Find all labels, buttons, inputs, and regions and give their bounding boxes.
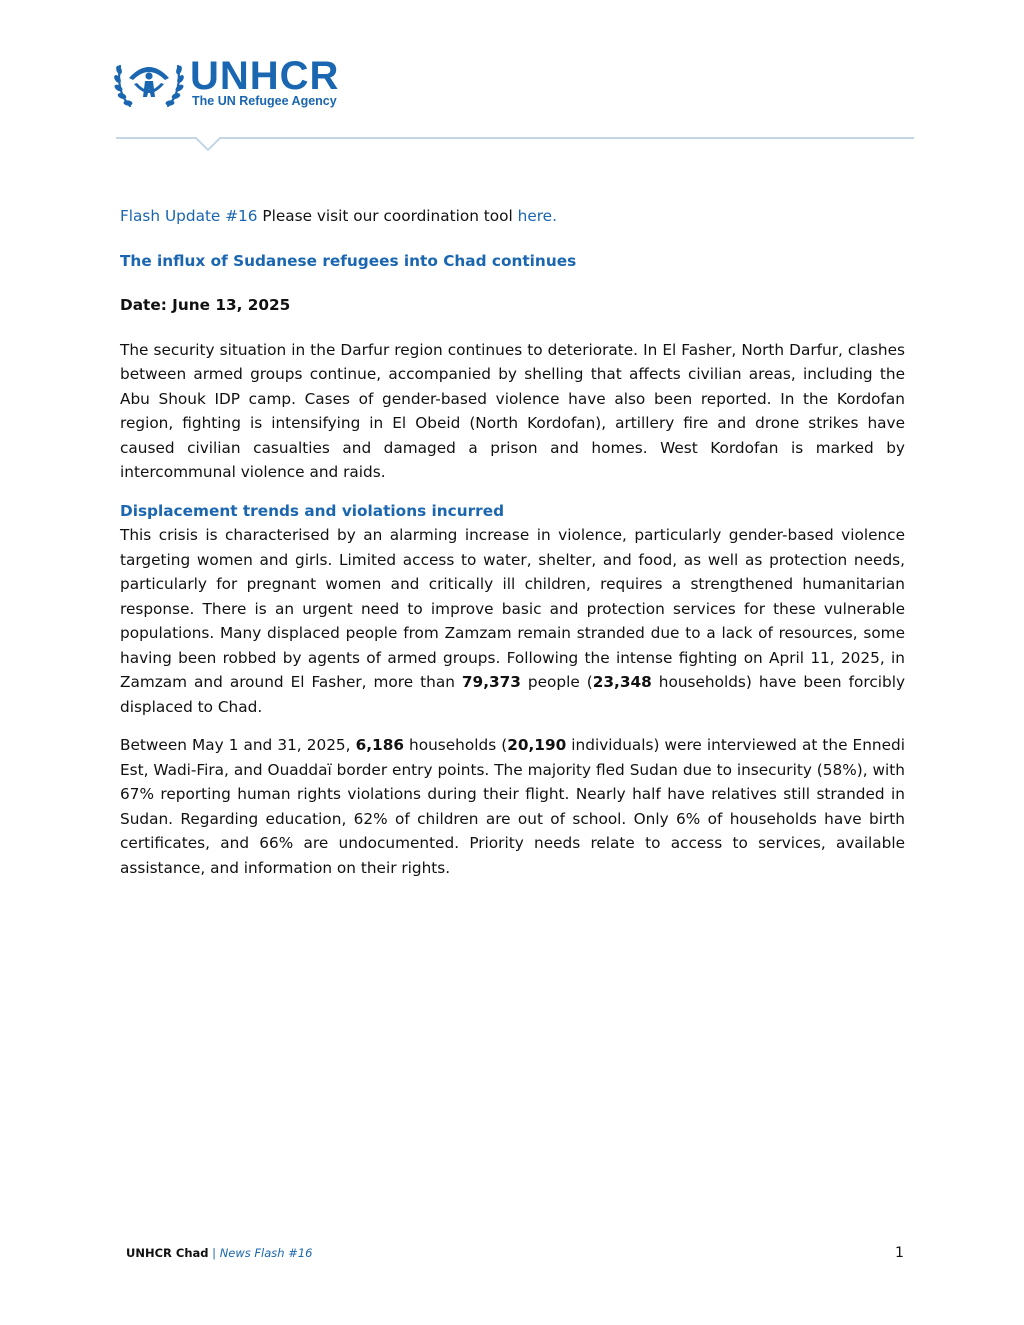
unhcr-logo xyxy=(114,54,364,112)
footer-org: UNHCR Chad xyxy=(126,1246,209,1260)
households-count: 23,348 xyxy=(592,673,652,691)
unhcr-emblem-icon xyxy=(114,54,184,112)
people-count: 79,373 xyxy=(461,673,521,691)
footer xyxy=(126,1246,313,1260)
text-run: households) have been forcibly displaced to Chad. xyxy=(120,673,905,716)
flash-update-label: Flash Update #16 xyxy=(120,207,258,225)
date-line: Date: June 13, 2025 xyxy=(120,296,291,314)
footer-news-flash: News Flash #16 xyxy=(219,1246,313,1260)
interviewed-individuals-count: 20,190 xyxy=(507,736,567,754)
flash-update-line xyxy=(120,204,905,229)
logo-subtitle: The UN Refugee Agency xyxy=(192,94,337,108)
security-situation-paragraph: The security situation in the Darfur region continues to deteriorate. In El Fasher, North Darfur, clashes between armed groups continue, accompanied by shelling that affects civilian areas, including the Abu Shouk IDP camp. Cases of gender-based violence have also been reported. In the Kordofan region, fighting is intensifying in El Obeid (North Kordofan), artillery fire and drone strikes have caused civilian casualties and damaged a prison and homes. West Kordofan is marked by intercommunal violence and raids. xyxy=(120,340,905,481)
text-run: Between May 1 and 31, 2025, xyxy=(120,736,356,754)
coordination-tool-text: Please visit our coordination tool xyxy=(257,207,518,225)
interviews-paragraph xyxy=(120,733,905,880)
text-run: This crisis is characterised by an alarming increase in violence, particularly gender-based violence targeting women and girls. Limited access to water, shelter, and food, as well as protection needs, particularly for pregnant women and critically ill children, requires a strengthened humanitarian response. There is an urgent need to improve basic and protection services for these vulnerable populations. Many displaced people from Zamzam remain stranded due to a lack of resources, some having been robbed by agents of armed groups. Following the intense fighting on April 11, 2025, in Zamzam and around El Fasher, more than xyxy=(120,526,905,691)
headline: The influx of Sudanese refugees into Chad continues xyxy=(120,251,577,270)
coordination-tool-link[interactable]: here. xyxy=(517,207,557,225)
text-run: individuals) were interviewed at the Ennedi Est, Wadi-Fira, and Ouaddaï border entry points. The majority fled Sudan due to insecurity (58%), with 67% reporting human rights violations during their flight. Nearly half have relatives still stranded in Sudan. Regarding education, 62% of children are out of school. Only 6% of households have birth certificates, and 66% are undocumented. Priority needs relate to access to services, available assistance, and information on their rights. xyxy=(120,736,905,877)
footer-separator: | xyxy=(208,1246,220,1260)
text-run: people ( xyxy=(520,673,593,691)
document-body xyxy=(120,204,905,880)
page-number: 1 xyxy=(895,1245,904,1261)
interviewed-households-count: 6,186 xyxy=(355,736,404,754)
section-heading: Displacement trends and violations incurred xyxy=(120,501,505,520)
displacement-paragraph xyxy=(120,523,905,719)
text-run: households ( xyxy=(403,736,508,754)
logo-wordmark: UNHCR xyxy=(190,54,340,98)
header-divider xyxy=(116,130,914,154)
